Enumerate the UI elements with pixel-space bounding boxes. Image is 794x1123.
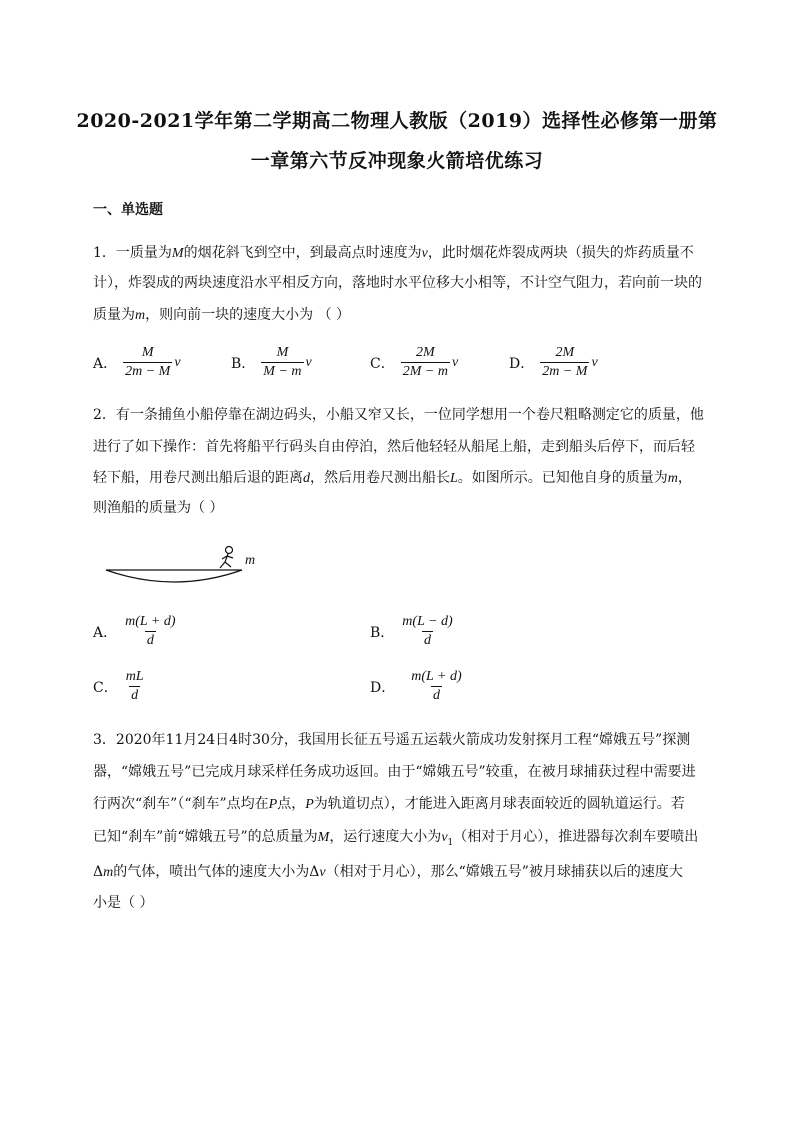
q2-line-2: 进行了如下操作：首先将船平行码头自由停泊，然后他轻轻从船尾上船，走到船头后停下，而后轻 [93, 439, 695, 455]
q3-line-3: 行两次“刹车”（“刹车”点均在P点，P为轨道切点），才能进入距离月球表面较近的圆轨道运行。若 [93, 796, 685, 812]
q1-line-1: 1．一质量为M的烟花斜飞到空中，到最高点时速度为v，此时烟花炸裂成两块（损失的炸药质量不 [93, 245, 694, 261]
q2-option-d[interactable]: D． $\frac{m(L + d)}{d}$ [370, 669, 462, 703]
q3-line-5: Δm的气体，喷出气体的速度大小为Δv（相对于月心），那么“嫦娥五号”被月球捕获以后的速度大 [93, 864, 683, 880]
fraction: $\frac{m(L + d)}{d}$ [125, 614, 176, 648]
q1-option-b[interactable]: B． $\frac{M}{M - m}$ v [231, 345, 312, 379]
fraction: $\frac{M}{2m - M}$ [125, 345, 171, 379]
q1-option-a[interactable]: A． $\frac{M}{2m - M}$ v [93, 345, 181, 379]
q1-option-d[interactable]: D． $\frac{2M}{2m - M}$ v [509, 345, 598, 379]
q1-option-c[interactable]: C． $\frac{2M}{2M - m}$ v [370, 345, 459, 379]
fraction: $\frac{m(L + d)}{d}$ [411, 669, 462, 703]
figure-mass-label: m [245, 553, 256, 568]
fraction: $\frac{m(L - d)}{d}$ [402, 614, 453, 648]
q2-option-b[interactable]: B． $\frac{m(L - d)}{d}$ [370, 614, 453, 648]
title-line-1: 2020-2021学年第二学期高二物理人教版（2019）选择性必修第一册第 [76, 110, 718, 132]
boat-figure [100, 540, 270, 590]
q2-option-a[interactable]: A． $\frac{m(L + d)}{d}$ [93, 614, 176, 648]
q2-line-3: 轻下船，用卷尺测出船后退的距离d，然后用卷尺测出船长L。如图所示。已知他自身的质量为m， [93, 470, 692, 486]
q3-line-2: 器，“嫦娥五号”已完成月球采样任务成功返回。由于“嫦娥五号”较重，在被月球捕获过程中需要进 [93, 764, 696, 780]
q1-line-2: 计），炸裂成的两块速度沿水平相反方向，落地时水平位移大小相等，不计空气阻力，若向前一块的 [93, 275, 702, 291]
q3-line-1: 3．2020年11月24日4时30分，我国用长征五号遥五运载火箭成功发射探月工程“嫦娥五号”探测 [93, 732, 691, 748]
q2-line-1: 2．有一条捕鱼小船停靠在湖边码头，小船又窄又长，一位同学想用一个卷尺粗略测定它的质量，他 [93, 407, 704, 423]
fraction: $\frac{2M}{2M - m}$ [402, 345, 448, 379]
q1-line-3: 质量为m，则向前一块的速度大小为 （ ） [93, 307, 351, 323]
q3-line-4: 已知“刹车”前“嫦娥五号”的总质量为M，运行速度大小为$v_1$（相对于月心），推进器每次刹车要喷出 [93, 829, 699, 848]
q2-line-4: 则渔船的质量为（ ） [93, 500, 224, 516]
title-line-2: 一章第六节反冲现象火箭培优练习 [250, 150, 544, 172]
fraction: $\frac{2M}{2m - M}$ [542, 345, 588, 379]
section-heading: 一、单选题 [93, 202, 163, 218]
q3-line-6: 小是（ ） [93, 895, 154, 911]
fraction: $\frac{M}{M - m}$ [263, 345, 302, 379]
boat-hull [106, 570, 242, 582]
person-icon [220, 547, 233, 569]
q2-option-c[interactable]: C． $\frac{mL}{d}$ [93, 669, 144, 703]
fraction: $\frac{mL}{d}$ [125, 669, 144, 703]
